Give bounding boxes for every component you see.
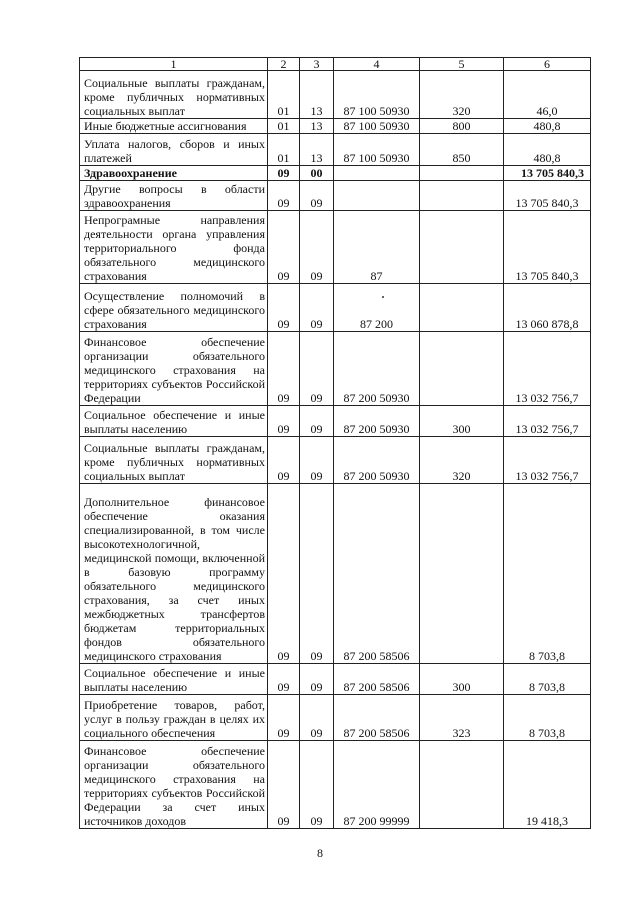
- column-header-6: 6: [504, 58, 591, 71]
- table-row: [80, 437, 591, 484]
- row-subsection: 09: [300, 332, 334, 406]
- row-expense-type: 850: [420, 134, 504, 166]
- table-row: [80, 284, 591, 332]
- row-subsection: 09: [300, 181, 334, 211]
- table-row: [80, 741, 591, 829]
- column-header-3: 3: [300, 58, 334, 71]
- row-target-article: 87 200 58506: [334, 664, 420, 695]
- row-expense-type: [420, 211, 504, 284]
- row-expense-type: [420, 332, 504, 406]
- row-target-article: 87 100 50930: [334, 71, 420, 119]
- row-name: Финансовое обеспечение организации обязательного медицинского страхования на территориях субъектов Российской Федерации: [80, 332, 268, 406]
- row-subsection: 09: [300, 664, 334, 695]
- row-target-article: 87 200 58506: [334, 484, 420, 664]
- row-amount: 13 705 840,3: [504, 166, 591, 181]
- table-row: [80, 166, 591, 181]
- row-target-article: 87 200: [334, 284, 420, 332]
- table-row: [80, 71, 591, 119]
- table-body: [80, 71, 591, 829]
- row-target-article: 87: [334, 211, 420, 284]
- row-amount: 13 032 756,7: [504, 332, 591, 406]
- header-row: [80, 58, 591, 71]
- row-section: 09: [268, 332, 300, 406]
- row-expense-type: 300: [420, 406, 504, 437]
- row-name: Социальные выплаты гражданам, кроме публичных нормативных социальных выплат: [80, 437, 268, 484]
- row-amount: 480,8: [504, 134, 591, 166]
- row-section: 09: [268, 741, 300, 829]
- row-subsection: 13: [300, 134, 334, 166]
- row-amount: 19 418,3: [504, 741, 591, 829]
- page-number: 8: [317, 846, 323, 860]
- row-name: Дополнительное финансовое обеспечение оказания специализированной, в том числе высокотехнологичной, медицинской помощи, включенной в базовую программу обязательного медицинского страхования, за счет иных межбюджетных трансфертов бюджетам территориальных фондов обязательного медицинского страхования: [80, 484, 268, 664]
- row-target-article: 87 200 50930: [334, 437, 420, 484]
- row-name: Финансовое обеспечение организации обязательного медицинского страхования на территориях субъектов Российской Федерации за счет иных источников доходов: [80, 741, 268, 829]
- row-amount: 13 032 756,7: [504, 437, 591, 484]
- row-name: Осуществление полномочий в сфере обязательного медицинского страхования: [80, 284, 268, 332]
- row-subsection: 09: [300, 741, 334, 829]
- budget-table: [79, 57, 591, 829]
- row-section: 09: [268, 695, 300, 741]
- column-header-1: 1: [80, 58, 268, 71]
- row-expense-type: 320: [420, 437, 504, 484]
- table-row: [80, 211, 591, 284]
- table-row: [80, 332, 591, 406]
- row-name: Уплата налогов, сборов и иных платежей: [80, 134, 268, 166]
- row-section: 09: [268, 437, 300, 484]
- row-expense-type: 323: [420, 695, 504, 741]
- row-section: 01: [268, 119, 300, 134]
- row-target-article: [334, 166, 420, 181]
- scan-speck: [382, 296, 384, 298]
- row-expense-type: [420, 166, 504, 181]
- row-target-article: 87 200 58506: [334, 695, 420, 741]
- table-row: [80, 695, 591, 741]
- table-row: [80, 664, 591, 695]
- row-expense-type: [420, 484, 504, 664]
- row-amount: 8 703,8: [504, 484, 591, 664]
- row-section: 09: [268, 181, 300, 211]
- row-amount: 480,8: [504, 119, 591, 134]
- row-section: 09: [268, 406, 300, 437]
- row-subsection: 09: [300, 406, 334, 437]
- row-amount: 46,0: [504, 71, 591, 119]
- row-target-article: 87 200 50930: [334, 406, 420, 437]
- table-row: [80, 406, 591, 437]
- table-row: [80, 119, 591, 134]
- row-section: 09: [268, 484, 300, 664]
- row-expense-type: 320: [420, 71, 504, 119]
- row-target-article: 87 100 50930: [334, 119, 420, 134]
- row-expense-type: [420, 741, 504, 829]
- row-subsection: 09: [300, 484, 334, 664]
- column-header-4: 4: [334, 58, 420, 71]
- row-name: Приобретение товаров, работ, услуг в пользу граждан в целях их социального обеспечения: [80, 695, 268, 741]
- column-header-2: 2: [268, 58, 300, 71]
- row-section: 09: [268, 284, 300, 332]
- row-subsection: 09: [300, 211, 334, 284]
- table-row: [80, 484, 591, 664]
- row-subsection: 09: [300, 437, 334, 484]
- row-expense-type: [420, 284, 504, 332]
- row-subsection: 00: [300, 166, 334, 181]
- row-section: 01: [268, 71, 300, 119]
- row-section: 01: [268, 134, 300, 166]
- row-subsection: 13: [300, 119, 334, 134]
- row-expense-type: [420, 181, 504, 211]
- row-subsection: 13: [300, 71, 334, 119]
- row-name: Иные бюджетные ассигнования: [80, 119, 268, 134]
- table-row: [80, 134, 591, 166]
- column-header-5: 5: [420, 58, 504, 71]
- row-amount: 13 060 878,8: [504, 284, 591, 332]
- row-section: 09: [268, 664, 300, 695]
- row-target-article: 87 200 50930: [334, 332, 420, 406]
- row-name: Социальные выплаты гражданам, кроме публичных нормативных социальных выплат: [80, 71, 268, 119]
- row-target-article: [334, 181, 420, 211]
- row-expense-type: 300: [420, 664, 504, 695]
- row-amount: 13 032 756,7: [504, 406, 591, 437]
- table-row: [80, 181, 591, 211]
- row-subsection: 09: [300, 284, 334, 332]
- row-target-article: 87 200 99999: [334, 741, 420, 829]
- row-section: 09: [268, 211, 300, 284]
- row-name: Непрограмные направления деятельности органа управления территориального фонда обязательного медицинского страхования: [80, 211, 268, 284]
- row-amount: 13 705 840,3: [504, 211, 591, 284]
- row-name: Социальное обеспечение и иные выплаты населению: [80, 406, 268, 437]
- row-amount: 8 703,8: [504, 664, 591, 695]
- row-name: Социальное обеспечение и иные выплаты населению: [80, 664, 268, 695]
- row-expense-type: 800: [420, 119, 504, 134]
- row-target-article: 87 100 50930: [334, 134, 420, 166]
- row-name: Другие вопросы в области здравоохранения: [80, 181, 268, 211]
- row-section: 09: [268, 166, 300, 181]
- row-name: Здравоохранение: [80, 166, 268, 181]
- row-amount: 13 705 840,3: [504, 181, 591, 211]
- row-subsection: 09: [300, 695, 334, 741]
- row-amount: 8 703,8: [504, 695, 591, 741]
